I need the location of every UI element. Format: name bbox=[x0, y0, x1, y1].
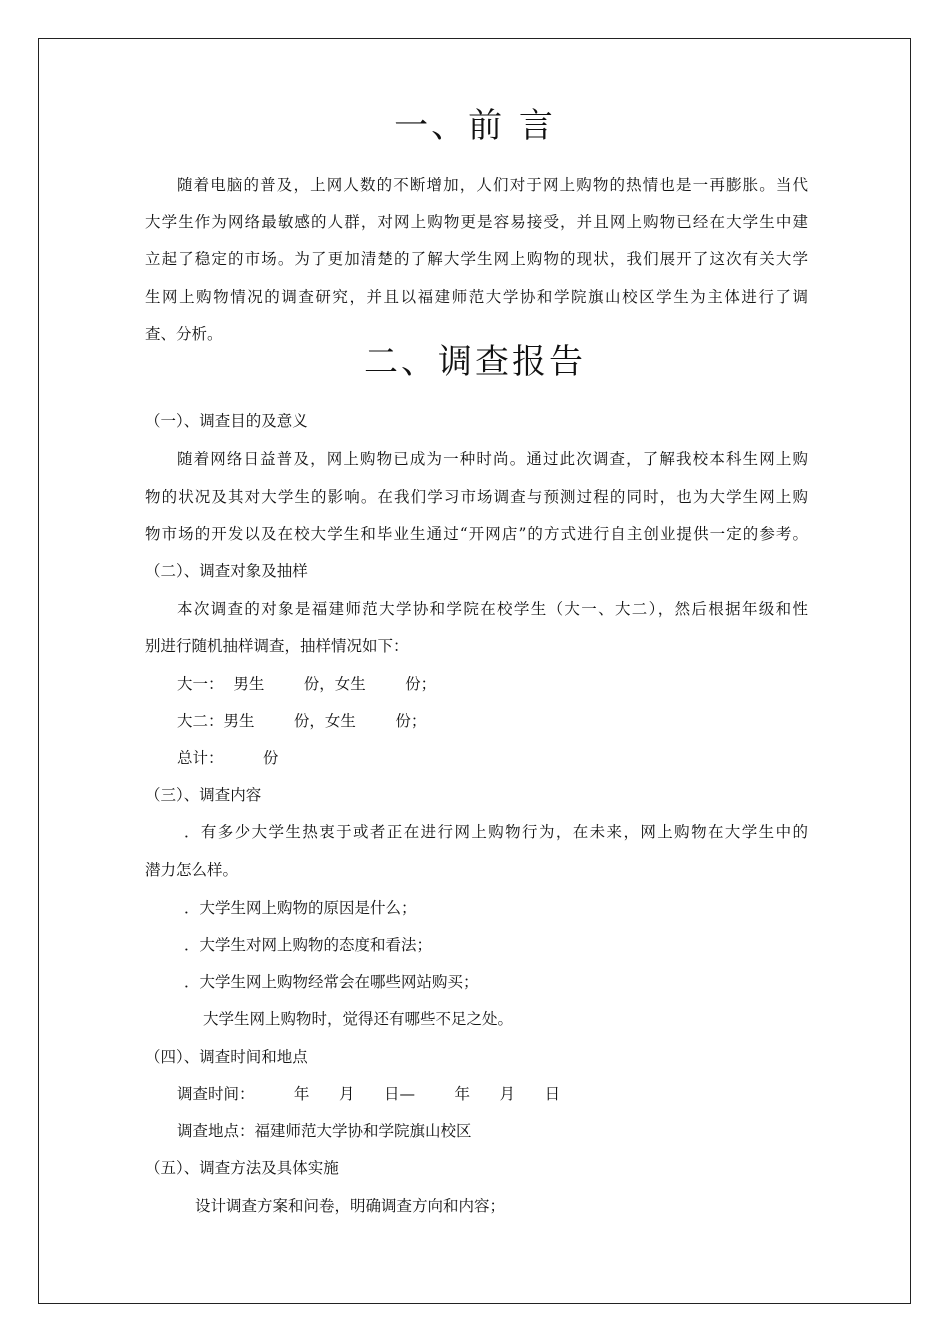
paragraph-line: 本次调查的对象是福建师范大学协和学院在校学生（大一、大二），然后根据年级和性 bbox=[177, 600, 808, 618]
survey-place: 调查地点：福建师范大学协和学院旗山校区 bbox=[177, 1122, 472, 1140]
subsection-heading: （三）、调查内容 bbox=[145, 786, 262, 804]
survey-time: 调查时间： 年 月 日— 年 月 日 bbox=[177, 1085, 561, 1103]
paragraph-line: 物市场的开发以及在校大学生和毕业生通过“开网店”的方式进行自主创业提供一定的参考。 bbox=[145, 525, 808, 543]
sample-total: 总计： 份 bbox=[177, 749, 279, 767]
preface-line: 生网上购物情况的调查研究，并且以福建师范大学协和学院旗山校区学生为主体进行了调 bbox=[145, 288, 808, 306]
subsection-heading: （五）、调查方法及具体实施 bbox=[145, 1159, 339, 1177]
sample-year2: 大二：男生 份，女生 份； bbox=[177, 712, 427, 730]
preface-line: 随着电脑的普及，上网人数的不断增加，人们对于网上购物的热情也是一再膨胀。当代 bbox=[177, 176, 808, 194]
subsection-heading: （四）、调查时间和地点 bbox=[145, 1048, 308, 1066]
preface-line: 查、分析。 bbox=[145, 325, 223, 343]
content-item: 大学生网上购物时，觉得还有哪些不足之处。 bbox=[203, 1010, 514, 1028]
section-title-preface: 一、前 言 bbox=[394, 106, 556, 146]
content-item: ．有多少大学生热衷于或者正在进行网上购物行为，在未来，网上购物在大学生中的 bbox=[184, 823, 808, 841]
content-item: ．大学生对网上购物的态度和看法； bbox=[184, 936, 433, 954]
subsection-heading: （一）、调查目的及意义 bbox=[145, 412, 308, 430]
preface-line: 大学生作为网络最敏感的人群，对网上购物更是容易接受，并且网上购物已经在大学生中建 bbox=[145, 213, 808, 231]
paragraph-line: 别进行随机抽样调查，抽样情况如下： bbox=[145, 637, 409, 655]
subsection-heading: （二）、调查对象及抽样 bbox=[145, 562, 308, 580]
content-item: 潜力怎么样。 bbox=[145, 861, 239, 879]
section-title-report: 二、调查报告 bbox=[364, 342, 586, 382]
paragraph-line: 物的状况及其对大学生的影响。在我们学习市场调查与预测过程的同时，也为大学生网上购 bbox=[145, 488, 808, 506]
method-line: 设计调查方案和问卷，明确调查方向和内容； bbox=[195, 1197, 506, 1215]
sample-year1: 大一： 男生 份，女生 份； bbox=[177, 675, 437, 693]
preface-line: 立起了稳定的市场。为了更加清楚的了解大学生网上购物的现状，我们展开了这次有关大学 bbox=[145, 250, 808, 268]
paragraph-line: 随着网络日益普及，网上购物已成为一种时尚。通过此次调查，了解我校本科生网上购 bbox=[177, 450, 808, 468]
content-item: ．大学生网上购物经常会在哪些网站购买； bbox=[184, 973, 479, 991]
content-item: ．大学生网上购物的原因是什么； bbox=[184, 899, 417, 917]
